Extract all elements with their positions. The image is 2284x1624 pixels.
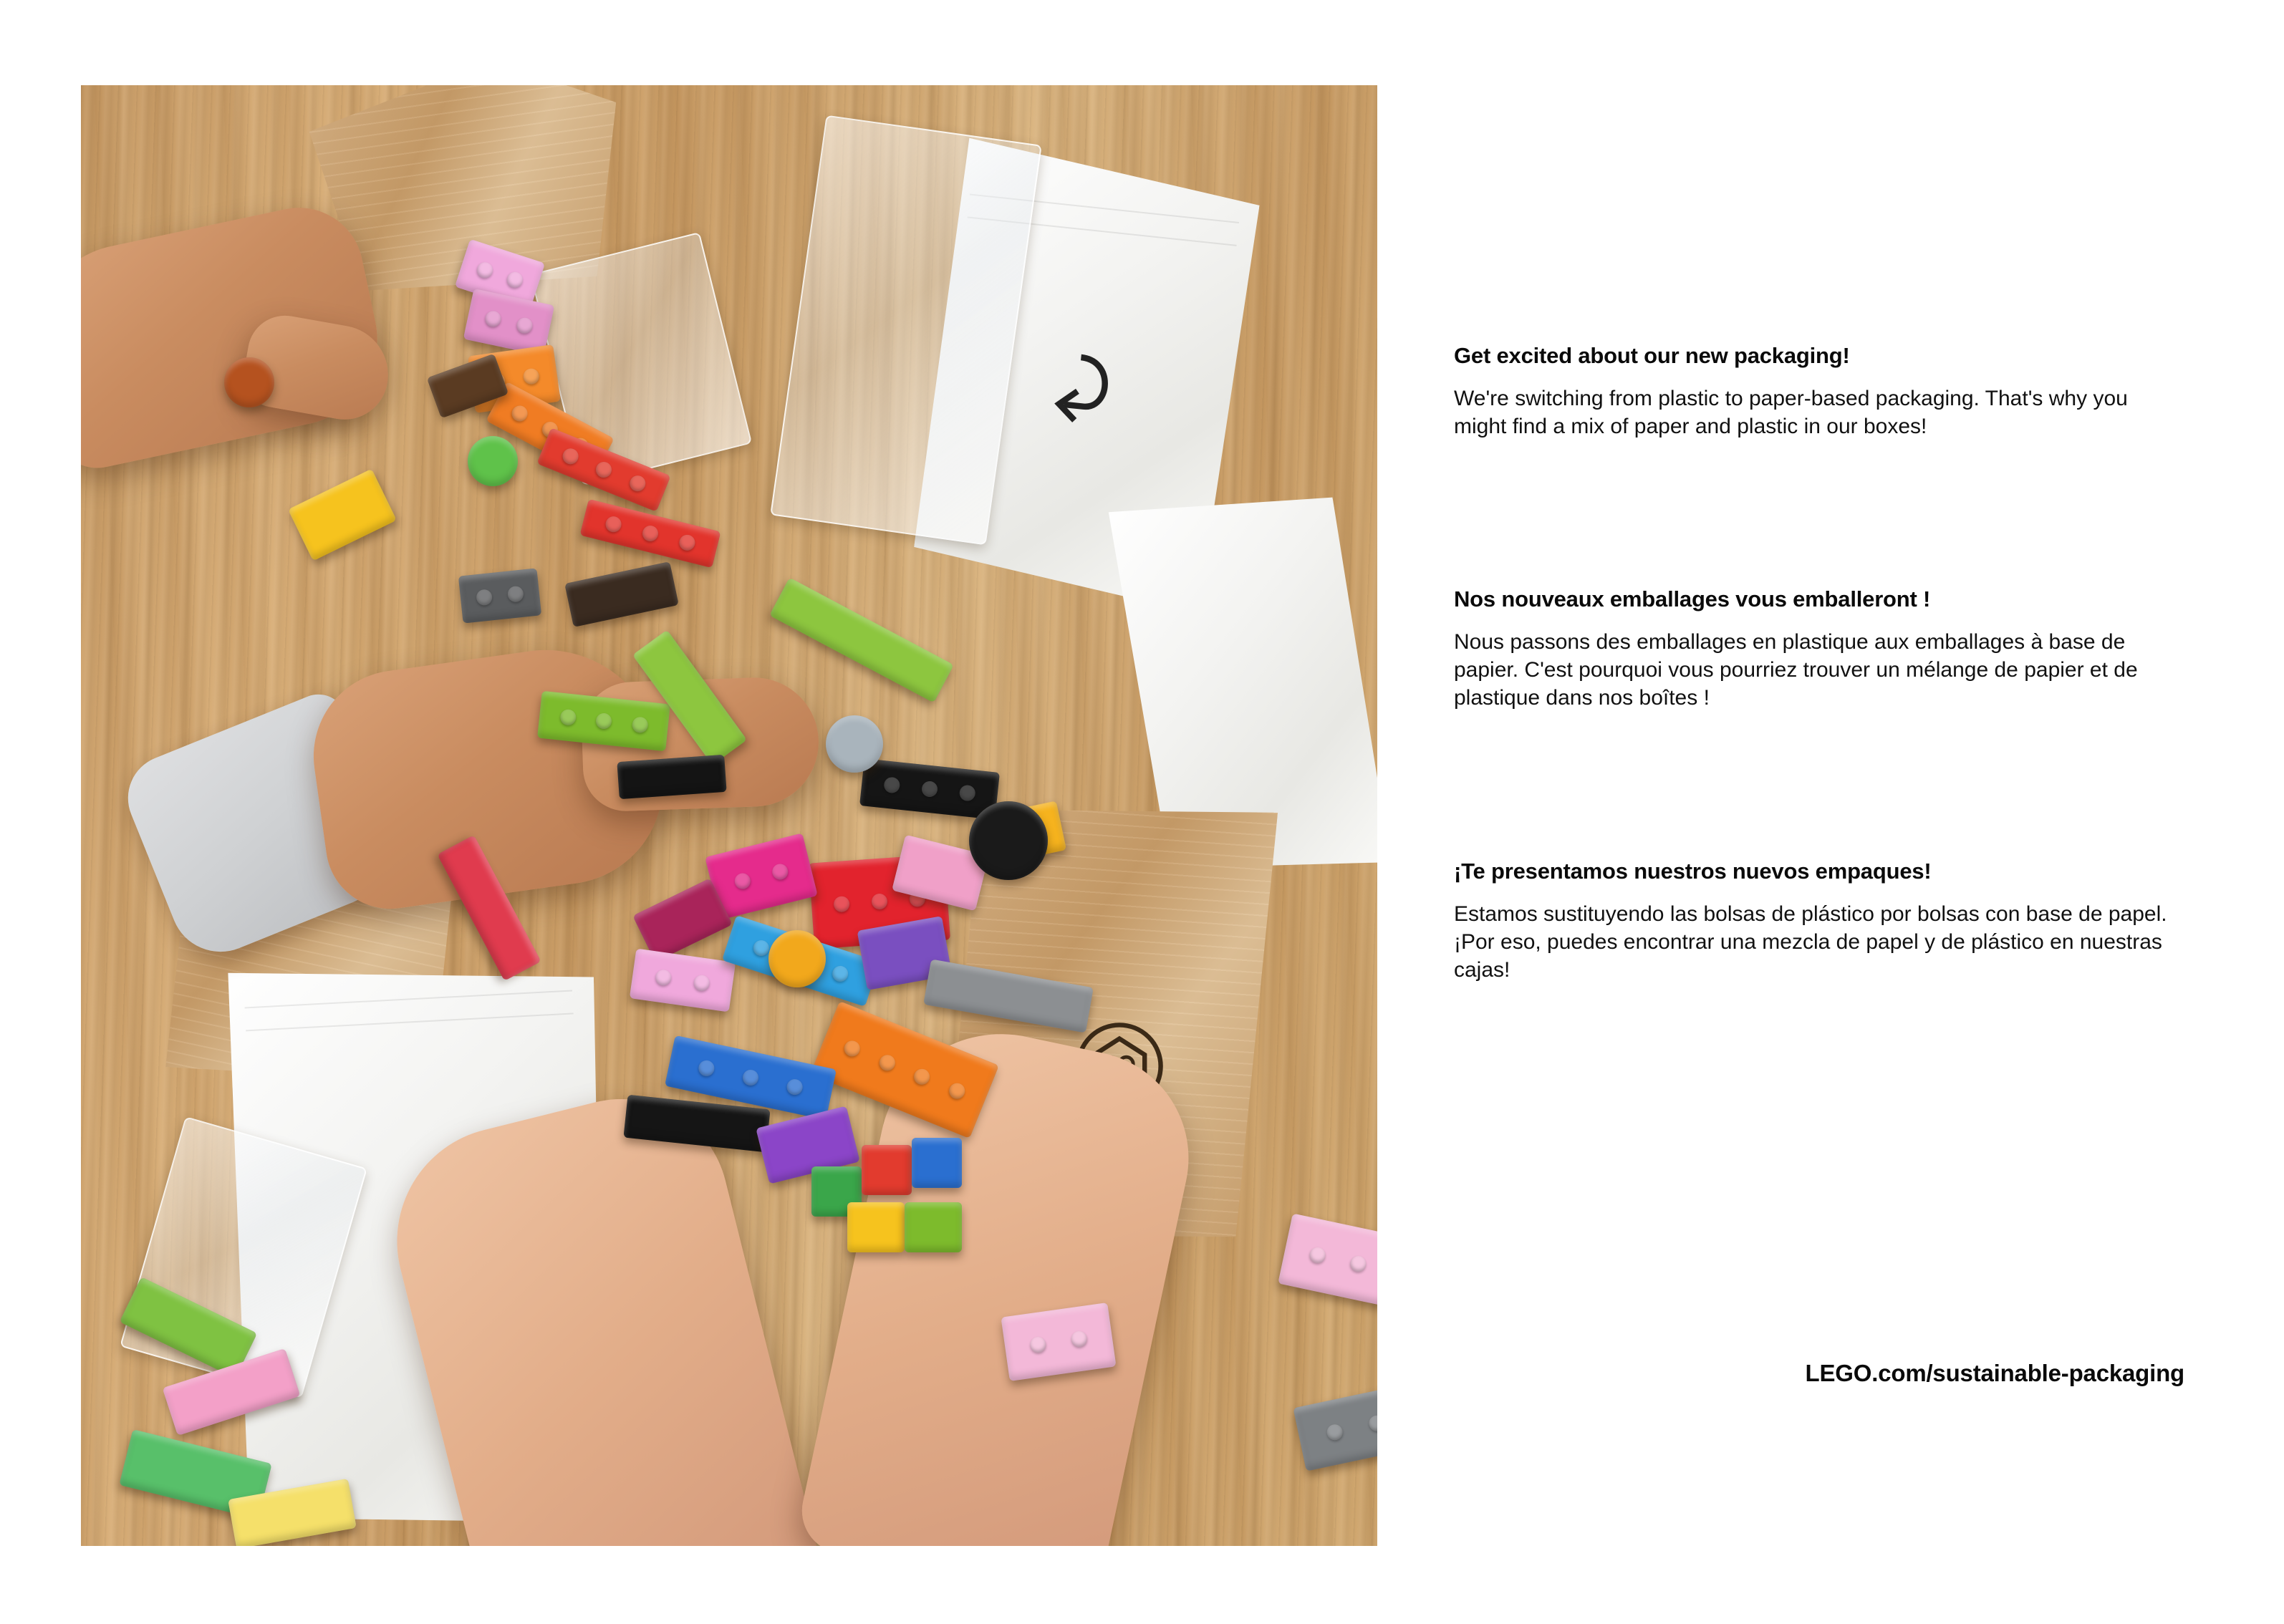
pouch-crease xyxy=(245,990,572,1008)
body-es: Estamos sustituyendo las bolsas de plástico por bolsas con base de papel. ¡Por eso, puedes encontrar una mezcla de papel y de plástico en nuestras cajas! xyxy=(1454,902,2167,982)
heading-fr: Nos nouveaux emballages vous emballeront ! xyxy=(1454,586,1931,612)
lego-brick xyxy=(826,715,883,773)
packaging-photo xyxy=(81,85,1377,1546)
message-block-en xyxy=(1454,343,2184,440)
lego-brick xyxy=(912,1138,962,1188)
text-column xyxy=(1454,85,2192,1546)
lego-brick xyxy=(768,930,826,987)
lego-brick xyxy=(969,801,1048,880)
pouch-crease xyxy=(246,1013,573,1032)
lego-brick xyxy=(847,1202,905,1252)
lego-brick xyxy=(905,1202,962,1252)
heading-es: ¡Te presentamos nuestros nuevos empaques! xyxy=(1454,859,1932,884)
lego-brick xyxy=(458,568,541,623)
body-fr: Nous passons des emballages en plastique aux emballages à base de papier. C'est pourquoi vous pourriez trouver un mélange de papier et de plastique dans nos boîtes ! xyxy=(1454,630,2138,710)
lego-brick xyxy=(617,755,726,799)
lego-brick xyxy=(468,436,518,486)
body-en: We're switching from plastic to paper-based packaging. That's why you might find a mix of paper and plastic in our boxes! xyxy=(1454,387,2128,438)
lego-brick xyxy=(862,1145,912,1195)
message-block-es xyxy=(1454,859,2184,984)
message-block-fr xyxy=(1454,586,2184,712)
lego-brick xyxy=(224,357,274,407)
heading-en: Get excited about our new packaging! xyxy=(1454,343,1850,368)
sustainable-packaging-link[interactable]: LEGO.com/sustainable-packaging xyxy=(1805,1360,2184,1386)
